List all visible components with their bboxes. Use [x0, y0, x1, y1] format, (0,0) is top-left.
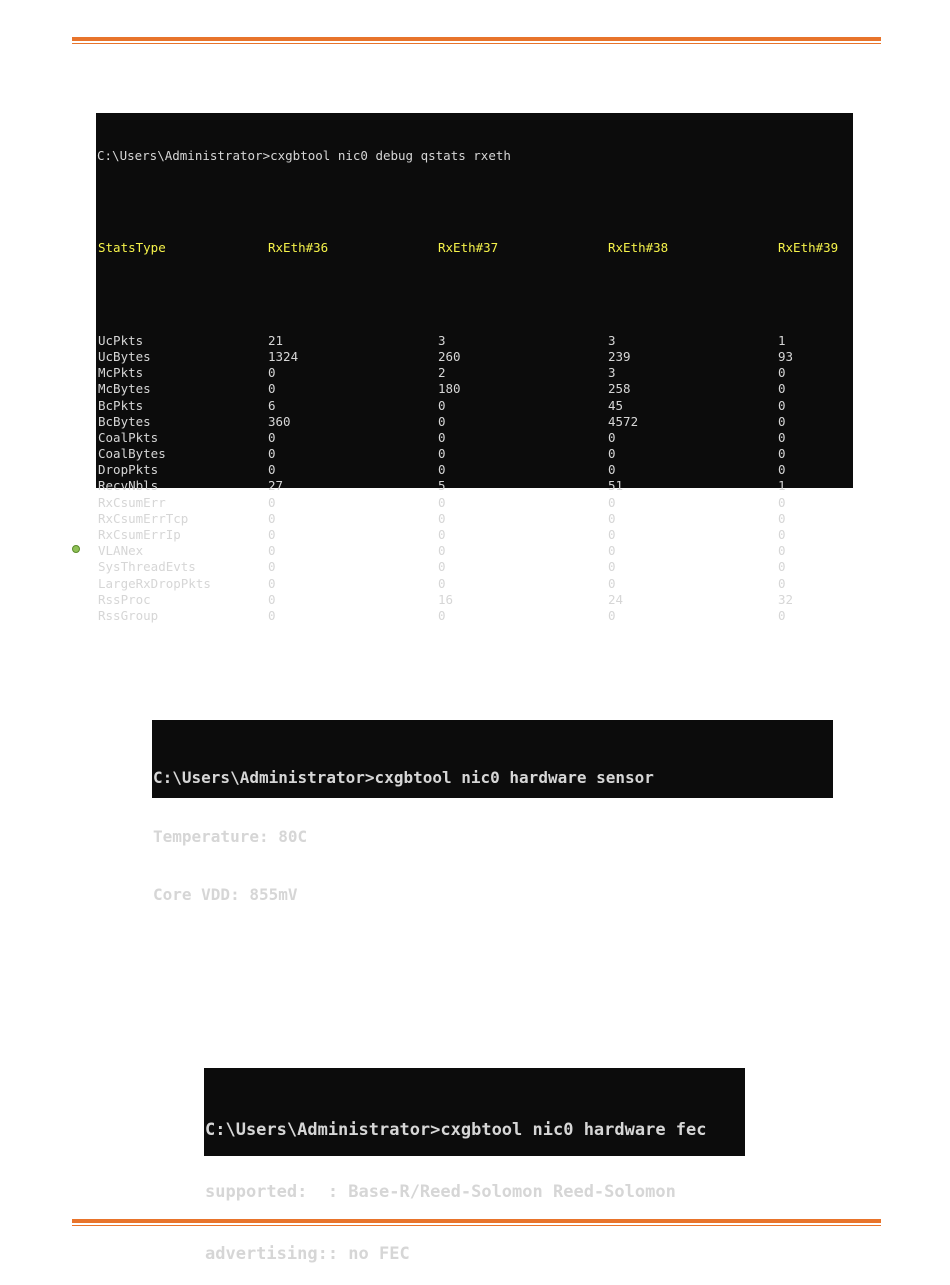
stats-value-cell: 0	[778, 397, 786, 413]
stats-value-cell: 0	[268, 429, 276, 445]
stats-value-cell: 0	[778, 575, 786, 591]
stats-type-cell: RxCsumErr	[98, 494, 166, 510]
stats-value-cell: 0	[778, 559, 786, 575]
stats-value-cell: 0	[268, 446, 276, 462]
stats-header-cell: RxEth#37	[438, 240, 499, 256]
stats-rows	[97, 333, 853, 624]
stats-value-cell: 0	[778, 413, 786, 429]
stats-value-cell: 0	[778, 462, 786, 478]
stats-value-cell: 0	[268, 575, 276, 591]
stats-value-cell: 93	[778, 348, 794, 364]
stats-value-cell: 0	[268, 559, 276, 575]
stats-row	[97, 365, 853, 381]
stats-row	[97, 495, 853, 511]
stats-row	[97, 592, 853, 608]
stats-type-cell: BcBytes	[98, 413, 151, 429]
stats-value-cell: 3	[608, 365, 616, 381]
terminal-command-line: C:\Users\Administrator>cxgbtool nic0 hardware fec	[205, 1120, 707, 1140]
stats-value-cell: 0	[608, 607, 616, 623]
stats-value-cell: 6	[268, 397, 276, 413]
stats-value-cell: 0	[608, 462, 616, 478]
stats-value-cell: 180	[438, 381, 461, 397]
stats-value-cell: 0	[438, 510, 446, 526]
stats-value-cell: 0	[438, 543, 446, 559]
stats-type-cell: SysThreadEvts	[98, 559, 196, 575]
stats-row	[97, 559, 853, 575]
stats-value-cell: 360	[268, 413, 291, 429]
stats-value-cell: 0	[778, 429, 786, 445]
stats-value-cell: 0	[778, 543, 786, 559]
stats-row	[97, 446, 853, 462]
stats-row	[97, 511, 853, 527]
terminal-command-line: C:\Users\Administrator>cxgbtool nic0 debug qstats rxeth	[97, 148, 511, 163]
sensor-terminal-output	[152, 720, 833, 904]
stats-header-cell: RxEth#36	[268, 240, 329, 256]
stats-value-cell: 0	[268, 543, 276, 559]
stats-header-cell: RxEth#38	[608, 240, 669, 256]
stats-value-cell: 3	[608, 332, 616, 348]
stats-value-cell: 3	[438, 332, 446, 348]
stats-value-cell: 0	[438, 575, 446, 591]
stats-value-cell: 4572	[608, 413, 639, 429]
stats-row	[97, 381, 853, 397]
stats-value-cell: 0	[608, 559, 616, 575]
stats-value-cell: 5	[438, 478, 446, 494]
core-vdd-line: Core VDD: 855mV	[153, 885, 298, 904]
stats-value-cell: 0	[608, 527, 616, 542]
stats-type-cell: CoalBytes	[98, 446, 166, 462]
stats-value-cell: 2	[438, 365, 446, 381]
stats-type-cell: McPkts	[98, 365, 144, 381]
stats-value-cell: 0	[778, 527, 786, 542]
stats-header-row	[97, 240, 853, 256]
stats-value-cell: 0	[268, 494, 276, 510]
stats-value-cell: 0	[608, 575, 616, 591]
stats-value-cell: 0	[438, 607, 446, 623]
stats-value-cell: 24	[608, 591, 624, 607]
stats-value-cell: 51	[608, 478, 624, 494]
stats-value-cell: 32	[778, 591, 794, 607]
stats-value-cell: 0	[268, 591, 276, 607]
stats-value-cell: 0	[778, 365, 786, 381]
stats-type-cell: DropPkts	[98, 462, 159, 478]
stats-value-cell: 0	[438, 527, 446, 542]
stats-value-cell: 27	[268, 478, 284, 494]
stats-value-cell: 0	[268, 607, 276, 623]
stats-header-cell: RxEth#39	[778, 240, 839, 256]
stats-type-cell: RxCsumErrTcp	[98, 510, 189, 526]
stats-value-cell: 0	[608, 429, 616, 445]
stats-row	[97, 543, 853, 559]
stats-type-cell: RecvNbls	[98, 478, 159, 494]
stats-value-cell: 0	[778, 510, 786, 526]
stats-value-cell: 0	[268, 462, 276, 478]
stats-value-cell: 0	[268, 381, 276, 397]
stats-type-cell: BcPkts	[98, 397, 144, 413]
stats-row	[97, 527, 853, 543]
stats-value-cell: 0	[438, 413, 446, 429]
stats-value-cell: 0	[778, 446, 786, 462]
stats-type-cell: RxCsumErrIp	[98, 527, 181, 542]
stats-row	[97, 349, 853, 365]
stats-value-cell: 0	[268, 510, 276, 526]
stats-value-cell: 0	[438, 446, 446, 462]
qstats-terminal-output	[96, 113, 853, 623]
fec-supported-line: supported: : Base-R/Reed-Solomon Reed-Solomon	[205, 1182, 676, 1202]
fec-terminal-output	[204, 1068, 745, 1264]
stats-value-cell: 0	[608, 510, 616, 526]
stats-type-cell: McBytes	[98, 381, 151, 397]
stats-value-cell: 0	[438, 559, 446, 575]
stats-type-cell: RssProc	[98, 591, 151, 607]
stats-type-cell: LargeRxDropPkts	[98, 575, 211, 591]
stats-row	[97, 462, 853, 478]
stats-value-cell: 0	[778, 494, 786, 510]
stats-type-cell: UcPkts	[98, 332, 144, 348]
stats-value-cell: 0	[608, 494, 616, 510]
terminal-command-line: C:\Users\Administrator>cxgbtool nic0 hardware sensor	[153, 768, 654, 787]
footer-rule	[72, 1219, 881, 1226]
stats-value-cell: 0	[608, 543, 616, 559]
stats-value-cell: 1324	[268, 348, 299, 364]
stats-value-cell: 0	[608, 446, 616, 462]
stats-value-cell: 0	[438, 397, 446, 413]
stats-row	[97, 333, 853, 349]
stats-value-cell: 0	[438, 462, 446, 478]
stats-value-cell: 16	[438, 591, 454, 607]
stats-value-cell: 0	[268, 365, 276, 381]
stats-type-cell: VLANex	[98, 543, 144, 559]
stats-row	[97, 398, 853, 414]
header-rule	[72, 37, 881, 44]
stats-value-cell: 239	[608, 348, 631, 364]
stats-value-cell: 1	[778, 332, 786, 348]
stats-value-cell: 0	[438, 494, 446, 510]
bullet-icon	[72, 545, 80, 553]
stats-value-cell: 0	[778, 381, 786, 397]
stats-type-cell: RssGroup	[98, 607, 159, 623]
stats-row	[97, 608, 853, 624]
stats-row	[97, 478, 853, 494]
stats-value-cell: 21	[268, 332, 284, 348]
stats-type-cell: CoalPkts	[98, 429, 159, 445]
stats-value-cell: 260	[438, 348, 461, 364]
fec-advertising-line: advertising:: no FEC	[205, 1244, 410, 1264]
stats-value-cell: 258	[608, 381, 631, 397]
stats-row	[97, 430, 853, 446]
stats-row	[97, 576, 853, 592]
stats-header-cell: StatsType	[98, 240, 166, 256]
stats-value-cell: 0	[778, 607, 786, 623]
stats-type-cell: UcBytes	[98, 348, 151, 364]
temperature-line: Temperature: 80C	[153, 826, 308, 846]
stats-value-cell: 1	[778, 478, 786, 494]
stats-value-cell: 45	[608, 397, 624, 413]
stats-value-cell: 0	[438, 429, 446, 445]
stats-row	[97, 414, 853, 430]
stats-value-cell: 0	[268, 527, 276, 542]
